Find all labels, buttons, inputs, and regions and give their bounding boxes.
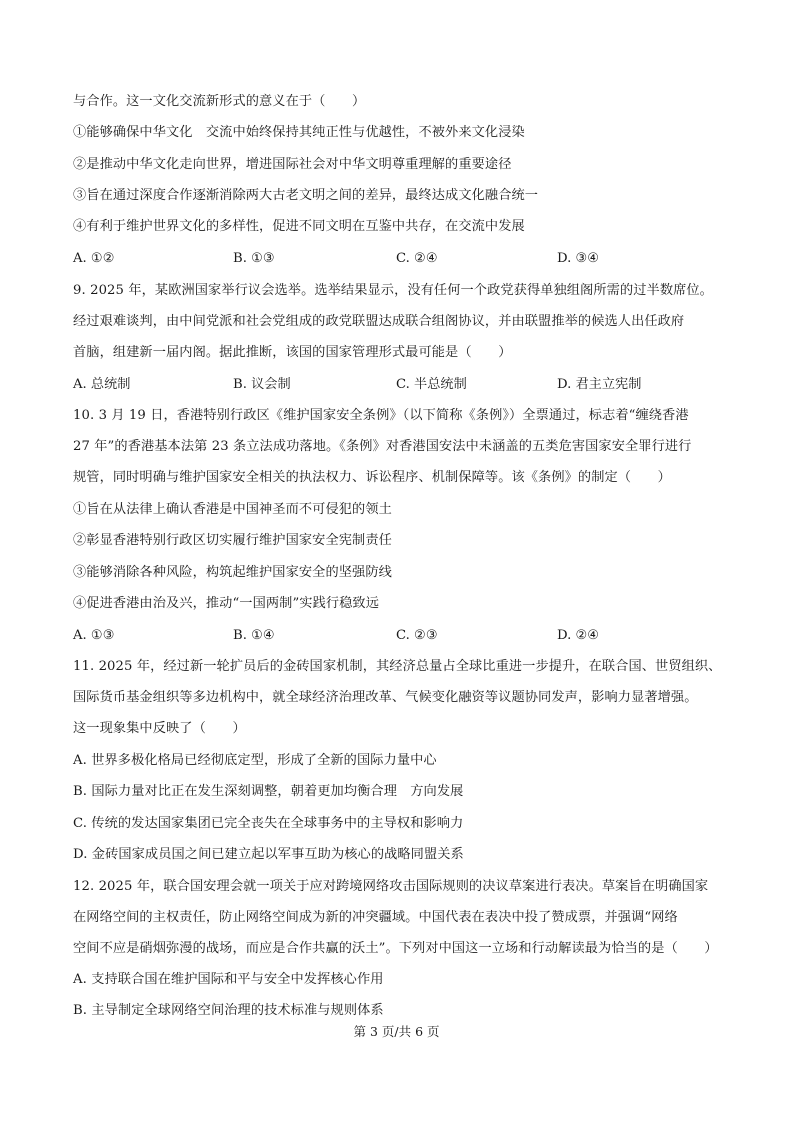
q11-option-c: C. 传统的发达国家集团已完全丧失在全球事务中的主导权和影响力 [73, 816, 464, 831]
q10-option-d: D. ②④ [557, 628, 600, 643]
q10-stem-line-3: 规管，同时明确与维护国家安全相关的执法权力、诉讼程序、机制保障等。该《条例》的制定（ ） [73, 470, 671, 485]
q9-option-b: B. 议会制 [233, 377, 291, 392]
q8-item-1: ①能够确保中华文化 交流中始终保持其纯正性与优越性，不被外来文化浸染 [73, 125, 525, 140]
q10-option-c: C. ②③ [396, 628, 438, 643]
q11-option-a: A. 世界多极化格局已经彻底定型，形成了全新的国际力量中心 [73, 753, 437, 768]
q10-item-1: ①旨在从法律上确认香港是中国神圣而不可侵犯的领土 [73, 502, 392, 517]
q11-option-b: B. 国际力量对比正在发生深刻调整，朝着更加均衡合理 方向发展 [73, 784, 464, 799]
q12-stem-line-1: 12. 2025 年，联合国安理会就一项关于应对跨境网络攻击国际规则的决议草案进行表决。草案旨在明确国家 [73, 879, 709, 894]
q9-stem-line-1: 9. 2025 年，某欧洲国家举行议会选举。选举结果显示，没有任何一个政党获得单独组阁所需的过半数席位。 [73, 283, 713, 298]
q8-option-a: A. ①② [73, 251, 115, 266]
q10-item-4: ④促进香港由治及兴，推动“一国两制”实践行稳致远 [73, 596, 380, 611]
q8-stem-tail: 与合作。这一文化交流新形式的意义在于（ ） [73, 94, 366, 109]
page-footer: 第 3 页/共 6 页 [353, 1024, 440, 1039]
q10-option-a: A. ①③ [73, 628, 115, 643]
q10-option-b: B. ①④ [233, 628, 275, 643]
q11-stem-line-3: 这一现象集中反映了（ ） [73, 721, 246, 736]
q10-item-3: ③能够消除各种风险，构筑起维护国家安全的坚强防线 [73, 565, 392, 580]
q8-option-b: B. ①③ [233, 251, 275, 266]
q9-option-d: D. 君主立宪制 [557, 377, 642, 392]
q12-option-b: B. 主导制定全球网络空间治理的技术标准与规则体系 [73, 1003, 384, 1018]
q11-stem-line-2: 国际货币基金组织等多边机构中，就全球经济治理改革、气候变化融资等议题协同发声，影响力显著增强。 [73, 690, 698, 705]
q11-option-d: D. 金砖国家成员国之间已建立起以军事互助为核心的战略同盟关系 [73, 847, 464, 862]
q8-item-3: ③旨在通过深度合作逐渐消除两大古老文明之间的差异，最终达成文化融合统一 [73, 188, 539, 203]
q9-stem-line-3: 首脑，组建新一届内阁。据此推断，该国的国家管理形式最可能是（ ） [73, 345, 512, 360]
q12-stem-line-2: 在网络空间的主权责任，防止网络空间成为新的冲突疆域。中国代表在表决中投了赞成票，并强调“网络 [73, 910, 678, 925]
q10-stem-line-1: 10. 3 月 19 日，香港特别行政区《维护国家安全条例》（以下简称《条例》）全票通过，标志着“缠绕香港 [73, 408, 689, 423]
q10-item-2: ②彰显香港特别行政区切实履行维护国家安全宪制责任 [73, 533, 392, 548]
q8-option-c: C. ②④ [396, 251, 438, 266]
q9-option-a: A. 总统制 [73, 377, 131, 392]
q12-stem-line-3: 空间不应是硝烟弥漫的战场，而应是合作共赢的沃土”。下列对中国这一立场和行动解读最为恰当的是（ ） [73, 941, 718, 956]
q10-stem-line-2: 27 年”的香港基本法第 23 条立法成功落地。《条例》对香港国安法中未涵盖的五类危害国家安全罪行进行 [73, 439, 692, 454]
q9-stem-line-2: 经过艰难谈判，由中间党派和社会党组成的政党联盟达成联合组阁协议，并由联盟推举的候选人出任政府 [73, 314, 685, 329]
q8-item-2: ②是推动中华文化走向世界，增进国际社会对中华文明尊重理解的重要途径 [73, 157, 512, 172]
q12-option-a: A. 支持联合国在维护国际和平与安全中发挥核心作用 [73, 972, 384, 987]
q8-option-d: D. ③④ [557, 251, 600, 266]
q9-option-c: C. 半总统制 [396, 377, 467, 392]
q11-stem-line-1: 11. 2025 年，经过新一轮扩员后的金砖国家机制，其经济总量占全球比重进一步提升，在联合国、世贸组织、 [73, 659, 722, 674]
q8-item-4: ④有利于维护世界文化的多样性，促进不同文明在互鉴中共存，在交流中发展 [73, 219, 525, 234]
